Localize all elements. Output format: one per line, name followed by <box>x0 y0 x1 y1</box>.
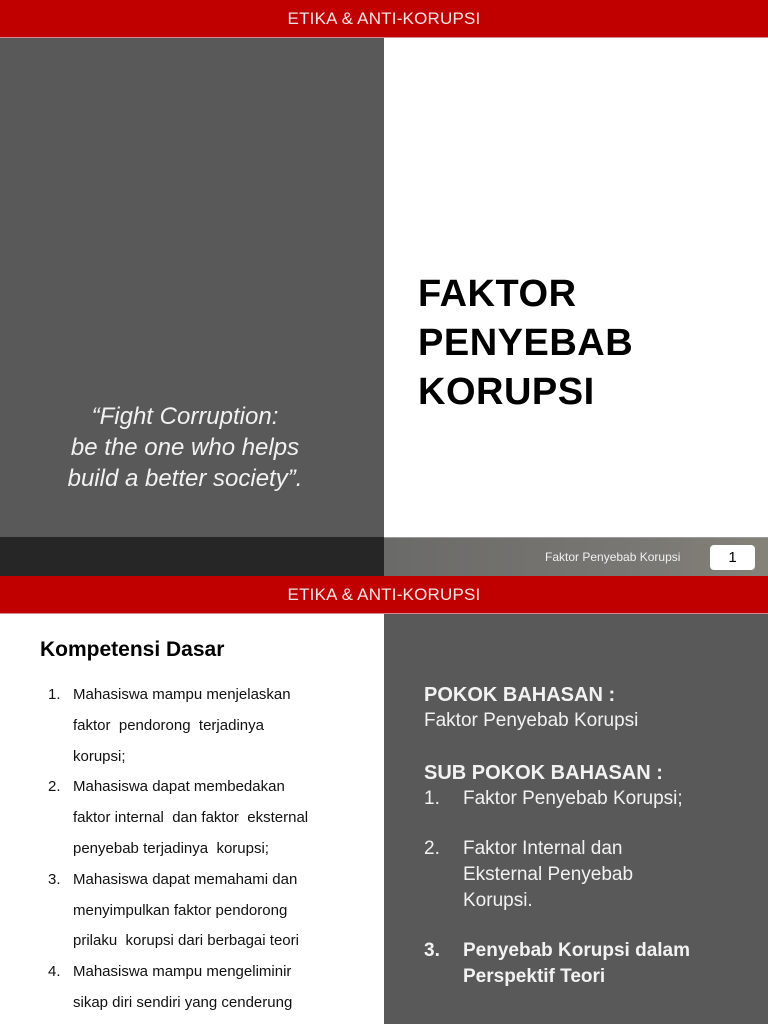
slide-2 <box>0 576 768 1024</box>
footer-left <box>0 537 384 576</box>
quote-line: be the one who helps <box>70 434 300 461</box>
item-number: 1. <box>424 788 440 809</box>
title-line: KORUPSI <box>418 371 595 413</box>
item-line: Mahasiswa dapat membedakan <box>73 778 285 796</box>
item-text <box>463 836 754 914</box>
page-number: 1 <box>728 549 737 566</box>
item-number: 2. <box>424 838 440 859</box>
item-text <box>73 957 378 1019</box>
item-text <box>463 938 754 990</box>
item-line: prilaku korupsi dari berbagai teori <box>73 932 299 950</box>
slide-title <box>418 270 633 417</box>
item-number: 3. <box>48 870 61 888</box>
item-line: Mahasiswa dapat memahami dan <box>73 870 298 888</box>
item-line: Mahasiswa mampu mengeliminir <box>73 963 292 981</box>
item-line: Perspektif Teori <box>463 966 606 987</box>
list-item <box>48 680 378 772</box>
kompetensi-list <box>48 680 378 1019</box>
quote-panel <box>0 38 384 537</box>
item-line: Mahasiswa mampu menjelaskan <box>73 686 291 703</box>
item-line: menyimpulkan faktor pendorong <box>73 901 288 919</box>
list-item <box>48 772 378 864</box>
title-panel <box>384 38 768 537</box>
item-line: penyebab terjadinya korupsi; <box>73 839 269 857</box>
item-number: 1. <box>48 686 61 703</box>
header-title: ETIKA & ANTI-KORUPSI <box>287 584 481 604</box>
item-line: korupsi; <box>73 747 126 765</box>
quote <box>0 401 370 494</box>
sub-pokok-item-active <box>424 938 754 990</box>
item-line: Penyebab Korupsi dalam <box>463 940 691 961</box>
page-number-badge <box>710 545 755 570</box>
quote-line: “Fight Corruption: <box>91 403 279 430</box>
item-line: faktor pendorong terjadinya <box>73 716 264 734</box>
sub-pokok-item <box>424 786 754 812</box>
list-item <box>48 957 378 1019</box>
footer-label: Faktor Penyebab Korupsi <box>545 550 681 564</box>
item-text <box>73 680 378 772</box>
item-text <box>463 786 754 812</box>
item-line: sikap diri sendiri yang cenderung <box>73 993 293 1011</box>
item-number: 4. <box>48 963 61 981</box>
header-title: ETIKA & ANTI-KORUPSI <box>287 8 481 28</box>
slide-header <box>0 0 768 38</box>
kompetensi-title: Kompetensi Dasar <box>40 638 225 661</box>
pokok-bahasan-value: Faktor Penyebab Korupsi <box>424 710 639 731</box>
sub-pokok-item <box>424 836 754 914</box>
item-line: Faktor Internal dan <box>463 838 623 859</box>
item-text <box>73 772 378 864</box>
quote-line: build a better society”. <box>67 465 303 492</box>
pokok-bahasan-panel <box>384 614 768 1024</box>
footer-right <box>384 537 768 576</box>
item-line: Eksternal Penyebab <box>463 864 634 885</box>
kompetensi-panel <box>0 614 384 1024</box>
sub-pokok-bahasan-heading: SUB POKOK BAHASAN : <box>424 762 663 784</box>
item-line: Korupsi. <box>463 890 533 911</box>
item-line: faktor internal dan faktor eksternal <box>73 809 309 827</box>
pokok-bahasan-heading: POKOK BAHASAN : <box>424 684 616 706</box>
item-line: Faktor Penyebab Korupsi; <box>463 788 683 809</box>
item-text <box>73 865 378 957</box>
pokok-bahasan <box>424 682 754 1014</box>
list-item <box>48 865 378 957</box>
item-number: 3. <box>424 940 440 961</box>
item-number: 2. <box>48 778 61 796</box>
title-line: FAKTOR <box>418 273 577 315</box>
title-line: PENYEBAB <box>418 322 634 364</box>
slide-header <box>0 576 768 614</box>
